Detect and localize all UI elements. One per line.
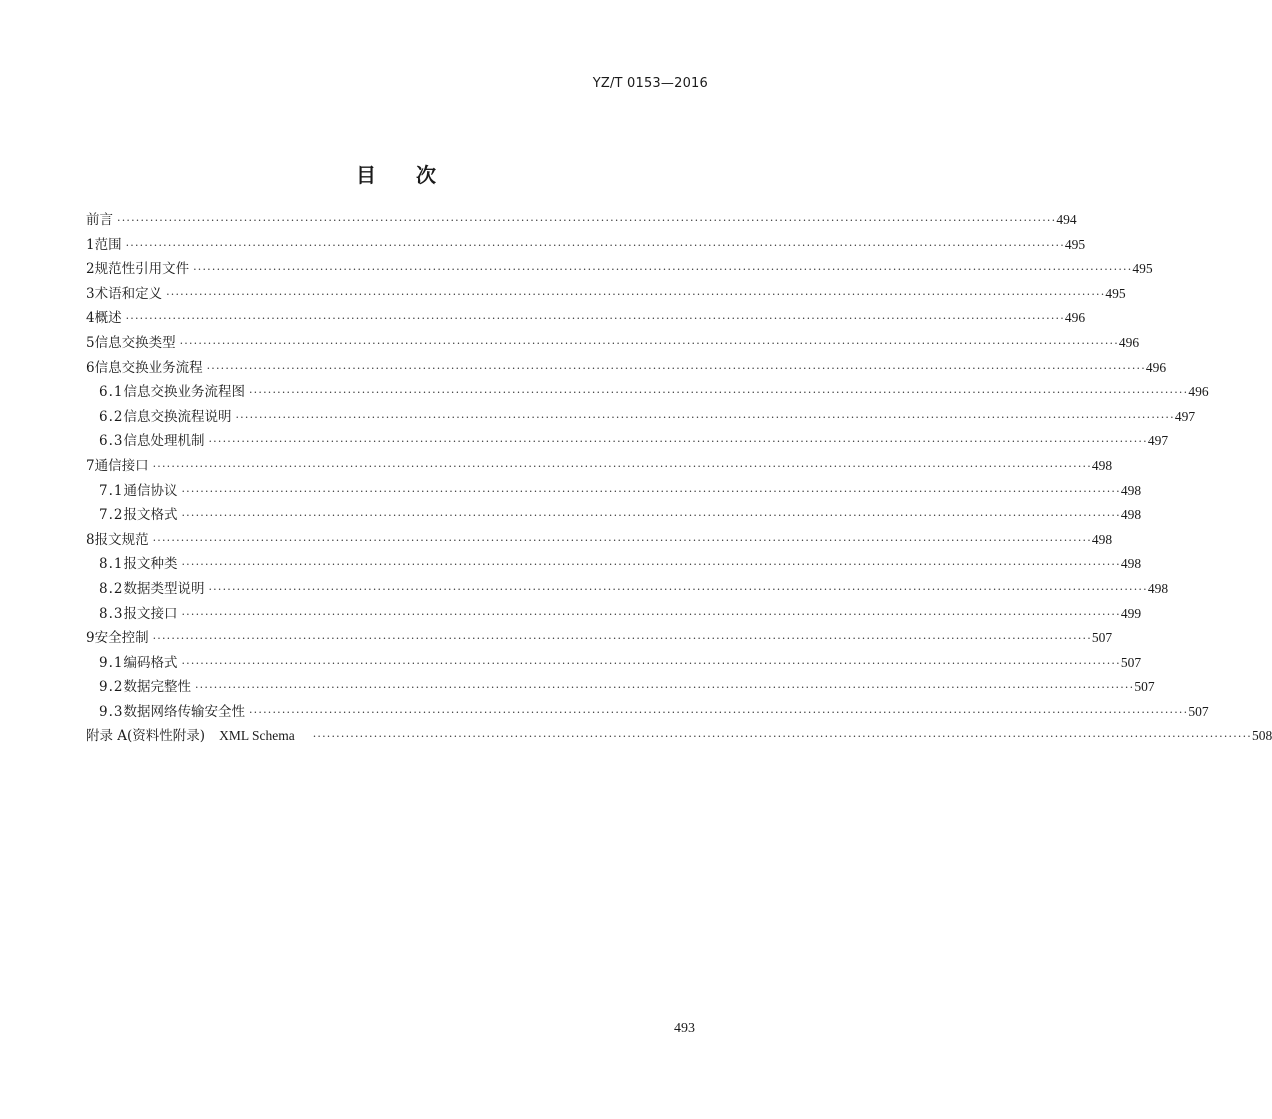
toc-section-title: 通信协议 <box>123 482 178 499</box>
toc-section-number: 8 <box>86 531 95 548</box>
dot-leader: ········································································································································································································ <box>181 656 1121 670</box>
page-number: 493 <box>674 1021 695 1036</box>
dot-leader: ········································································································································································································ <box>208 582 1148 596</box>
toc-page-number: 508 <box>1252 728 1272 744</box>
toc-page-number: 498 <box>1120 482 1142 498</box>
toc-section-title: 通信接口 <box>94 457 149 474</box>
toc-entry-6-2[interactable] <box>86 405 1196 430</box>
dot-leader: ········································································································································································································ <box>166 287 1106 301</box>
toc-entry-8-1[interactable] <box>86 552 1142 577</box>
toc-section-title: 信息交换流程说明 <box>123 408 232 425</box>
dot-leader: ········································································································································································································ <box>152 459 1092 473</box>
toc-section-number: 7 <box>86 457 95 474</box>
toc-section-title: 概述 <box>94 310 122 327</box>
toc-page-number: 507 <box>1134 679 1155 695</box>
appendix-title: 附录 A(资料性附录) <box>86 728 206 745</box>
dot-leader: ········································································································································································································ <box>181 607 1121 621</box>
dot-leader: ········································································································································································································ <box>152 533 1092 547</box>
toc-section-number: 3 <box>86 285 95 302</box>
toc-entry-7[interactable] <box>86 454 1113 479</box>
toc-section-title: 信息交换类型 <box>94 334 176 351</box>
toc-section-title: 报文种类 <box>123 556 178 573</box>
toc-page-number: 498 <box>1091 457 1113 473</box>
toc-section-title: 数据网络传输安全性 <box>123 703 245 720</box>
dot-leader: ········································································································································································································ <box>179 336 1119 350</box>
toc-section-title: 编码格式 <box>123 654 178 671</box>
dot-leader: ········································································································································································································ <box>181 484 1121 498</box>
toc-entry-1[interactable] <box>86 233 1086 258</box>
toc-section-number: 1 <box>86 236 95 253</box>
toc-page-number: 499 <box>1120 605 1142 621</box>
toc-page-number: 496 <box>1118 334 1140 350</box>
toc-page-number: 507 <box>1188 703 1209 719</box>
toc-section-number: 4 <box>86 310 95 327</box>
toc-section-number: 8.3 <box>99 605 124 622</box>
toc-section-title: 范围 <box>94 236 122 253</box>
toc-page-number: 507 <box>1120 654 1142 670</box>
toc-section-number: 8.2 <box>99 580 124 597</box>
toc-section-number: 7.1 <box>99 482 124 499</box>
toc-page-number: 498 <box>1120 507 1142 523</box>
toc-entry-7-1[interactable] <box>86 479 1142 504</box>
dot-leader: ········································································································································································································ <box>152 632 1092 646</box>
dot-leader: ········································································································································································································ <box>181 509 1121 523</box>
toc-section-title: 报文格式 <box>123 507 178 524</box>
toc-section-number: 9.3 <box>99 703 124 720</box>
toc-page-number: 498 <box>1147 580 1169 596</box>
toc-entry-9-3[interactable] <box>86 700 1209 725</box>
dot-leader: ········································································································································································································ <box>208 435 1148 449</box>
toc-section-number: 6.2 <box>99 408 124 425</box>
toc-entry-appendix-a[interactable] <box>86 724 1272 749</box>
dot-leader: ········································································································································································································ <box>117 214 1057 227</box>
toc-page-number: 497 <box>1174 408 1196 424</box>
toc-section-title: 信息处理机制 <box>123 433 205 450</box>
toc-page-number: 498 <box>1120 556 1142 572</box>
toc-entry-7-2[interactable] <box>86 503 1142 528</box>
toc-section-title: 前言 <box>86 212 113 228</box>
toc-entry-9-1[interactable] <box>86 651 1142 676</box>
dot-leader: ········································································································································································································ <box>248 386 1189 400</box>
toc-entry-9[interactable] <box>86 626 1113 651</box>
toc-section-number: 5 <box>86 334 95 351</box>
toc-section-number: 8.1 <box>99 556 124 573</box>
toc-section-number: 9.2 <box>99 679 124 696</box>
toc-section-number: 6.1 <box>99 384 124 401</box>
toc-entry-6-1[interactable] <box>86 380 1209 405</box>
toc-section-number: 6.3 <box>99 433 124 450</box>
standard-code: YZ/T 0153—2016 <box>592 76 708 91</box>
toc-page-number: 495 <box>1105 285 1126 301</box>
toc-page-number: 494 <box>1056 212 1077 227</box>
toc-page-number: 507 <box>1091 630 1113 646</box>
toc-page-number: 498 <box>1091 531 1113 547</box>
toc-entry-6[interactable] <box>86 356 1167 381</box>
toc-entry-preface[interactable] <box>86 208 1077 233</box>
toc-section-title: 术语和定义 <box>94 285 163 302</box>
toc-page-number: 496 <box>1145 359 1167 375</box>
table-of-contents <box>86 208 1272 749</box>
dot-leader: ········································································································································································································ <box>248 705 1189 719</box>
dot-leader: ········································································································································································································ <box>181 558 1121 572</box>
toc-page-number: 497 <box>1147 433 1169 449</box>
toc-section-title: 规范性引用文件 <box>94 261 190 278</box>
toc-section-number: 6 <box>86 359 95 376</box>
toc-entry-2[interactable] <box>86 257 1153 282</box>
toc-section-title: 数据类型说明 <box>123 580 205 597</box>
toc-page-number: 495 <box>1132 261 1153 277</box>
dot-leader: ········································································································································································································ <box>125 312 1065 326</box>
toc-page-number: 496 <box>1064 310 1086 326</box>
toc-section-title: 信息交换业务流程图 <box>123 384 245 401</box>
dot-leader: ········································································································································································································ <box>206 361 1146 375</box>
toc-entry-3[interactable] <box>86 282 1126 307</box>
appendix-subtitle: XML Schema <box>219 728 295 744</box>
toc-entry-6-3[interactable] <box>86 429 1169 454</box>
toc-section-title: 数据完整性 <box>123 679 191 696</box>
toc-entry-8-2[interactable] <box>86 577 1169 602</box>
toc-page-number: 495 <box>1064 236 1086 252</box>
dot-leader: ········································································································································································································ <box>125 238 1065 252</box>
toc-section-title: 安全控制 <box>94 630 149 647</box>
dot-leader: ········································································································································································································ <box>193 263 1133 277</box>
toc-section-number: 7.2 <box>99 507 124 524</box>
toc-entry-4[interactable] <box>86 306 1086 331</box>
toc-section-title: 报文规范 <box>94 531 149 548</box>
toc-entry-9-2[interactable] <box>86 675 1155 700</box>
dot-leader: ········································································································································································································ <box>312 730 1253 744</box>
dot-leader: ········································································································································································································ <box>235 410 1175 424</box>
toc-entry-8[interactable] <box>86 528 1113 553</box>
toc-entry-8-3[interactable] <box>86 602 1142 627</box>
toc-entry-5[interactable] <box>86 331 1140 356</box>
toc-section-number: 9 <box>86 630 95 647</box>
toc-title: 目次 <box>356 163 476 188</box>
toc-section-title: 报文接口 <box>123 605 178 622</box>
toc-page-number: 496 <box>1188 384 1209 400</box>
toc-section-number: 2 <box>86 261 95 278</box>
toc-section-title: 信息交换业务流程 <box>94 359 203 376</box>
toc-section-number: 9.1 <box>99 654 124 671</box>
dot-leader: ········································································································································································································ <box>194 681 1135 695</box>
